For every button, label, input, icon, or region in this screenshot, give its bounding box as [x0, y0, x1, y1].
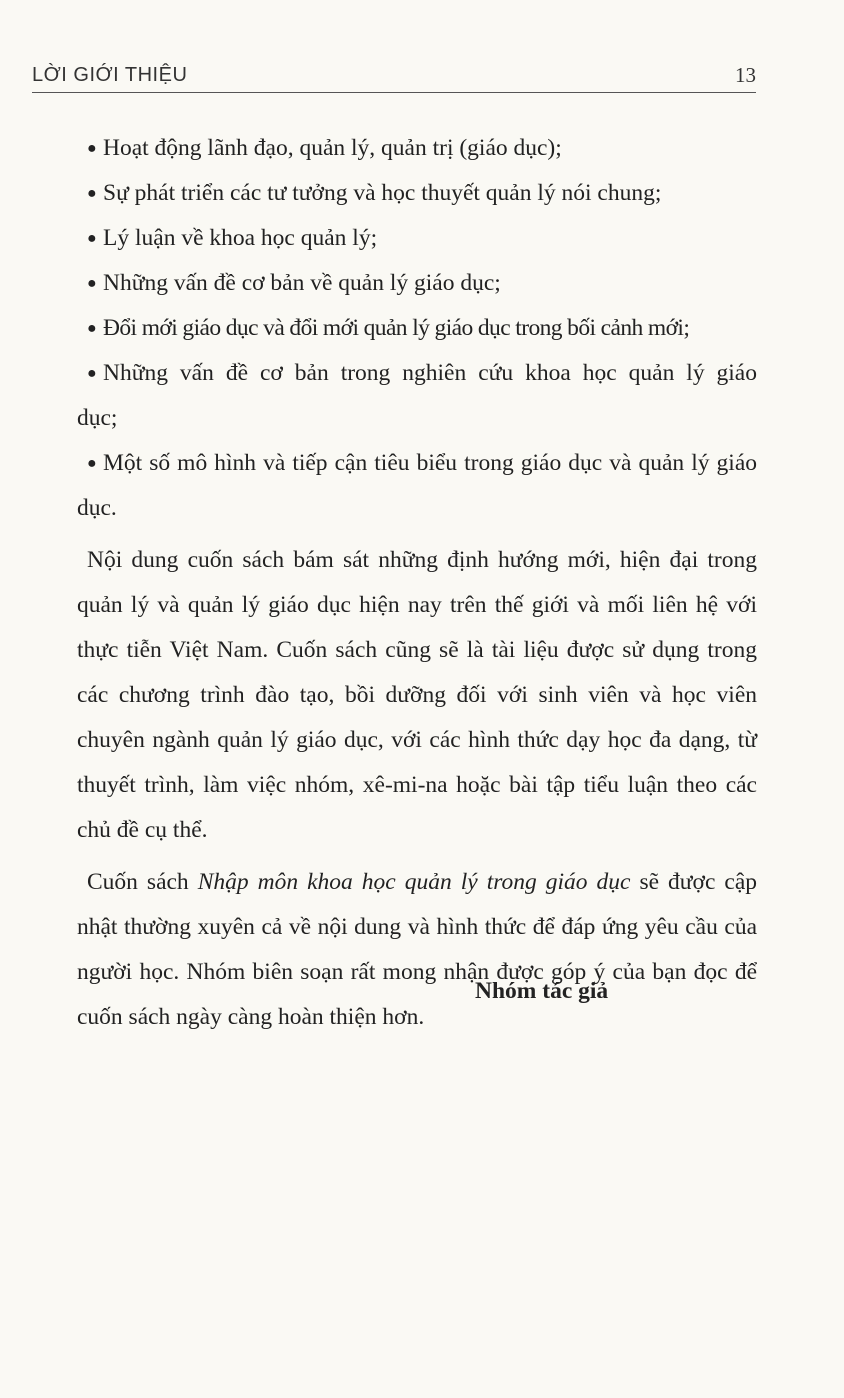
- bullet-item: [77, 441, 757, 531]
- bullet-text: Đổi mới giáo dục và đổi mới quản lý giáo dục trong bối cảnh mới;: [103, 315, 690, 341]
- bullet-item: [77, 351, 757, 441]
- bullet-dot-icon: ●: [87, 275, 97, 292]
- page-header: [32, 58, 756, 93]
- bullet-item: [77, 306, 757, 351]
- bullet-item: [77, 126, 757, 171]
- bullet-dot-icon: ●: [87, 455, 97, 472]
- page-body: [77, 126, 757, 1040]
- bullet-text: Lý luận về khoa học quản lý;: [103, 225, 378, 251]
- page-number: 13: [735, 62, 756, 87]
- paragraph-closing: [77, 860, 757, 1040]
- bullet-dot-icon: ●: [87, 365, 97, 382]
- running-title: LỜI GIỚI THIỆU: [32, 63, 188, 86]
- bullet-item: [77, 171, 757, 216]
- bullet-dot-icon: ●: [87, 320, 97, 337]
- paragraph-rest: sẽ được cập nhật thường xuyên cả về nội dung và hình thức để đáp ứng yêu cầu của người học. Nhóm biên soạn rất mong nhận được góp ý của bạn đọc để cuốn sách ngày càng hoàn thiện hơn.: [77, 869, 758, 1030]
- bullet-item: [77, 216, 757, 261]
- bullet-text: Sự phát triển các tư tưởng và học thuyết quản lý nói chung;: [103, 180, 662, 206]
- bullet-text: Một số mô hình và tiếp cận tiêu biểu trong giáo dục và quản lý giáo dục.: [77, 450, 757, 521]
- paragraph-content: Nội dung cuốn sách bám sát những định hướng mới, hiện đại trong quản lý và quản lý giáo dục hiện nay trên thế giới và mối liên hệ với thực tiễn Việt Nam. Cuốn sách cũng sẽ là tài liệu được sử dụng trong các chương trình đào tạo, bồi dưỡng đối với sinh viên và học viên chuyên ngành quản lý giáo dục, với các hình thức dạy học đa dạng, từ thuyết trình, làm việc nhóm, xê-mi-na hoặc bài tập tiểu luận theo các chủ đề cụ thể.: [77, 547, 757, 843]
- bullet-text: Hoạt động lãnh đạo, quản lý, quản trị (giáo dục);: [103, 135, 562, 161]
- paragraph-lead: Cuốn sách: [87, 869, 198, 895]
- bullet-text: Những vấn đề cơ bản về quản lý giáo dục;: [103, 270, 501, 296]
- bullet-dot-icon: ●: [87, 140, 97, 157]
- book-title: Nhập môn khoa học quản lý trong giáo dục: [197, 869, 631, 895]
- bullet-text: Những vấn đề cơ bản trong nghiên cứu khoa học quản lý giáo dục;: [77, 360, 757, 431]
- bullet-item: [77, 261, 757, 306]
- bullet-dot-icon: ●: [87, 185, 97, 202]
- author-signature: Nhóm tác giả: [475, 978, 609, 1004]
- bullet-dot-icon: ●: [87, 230, 97, 247]
